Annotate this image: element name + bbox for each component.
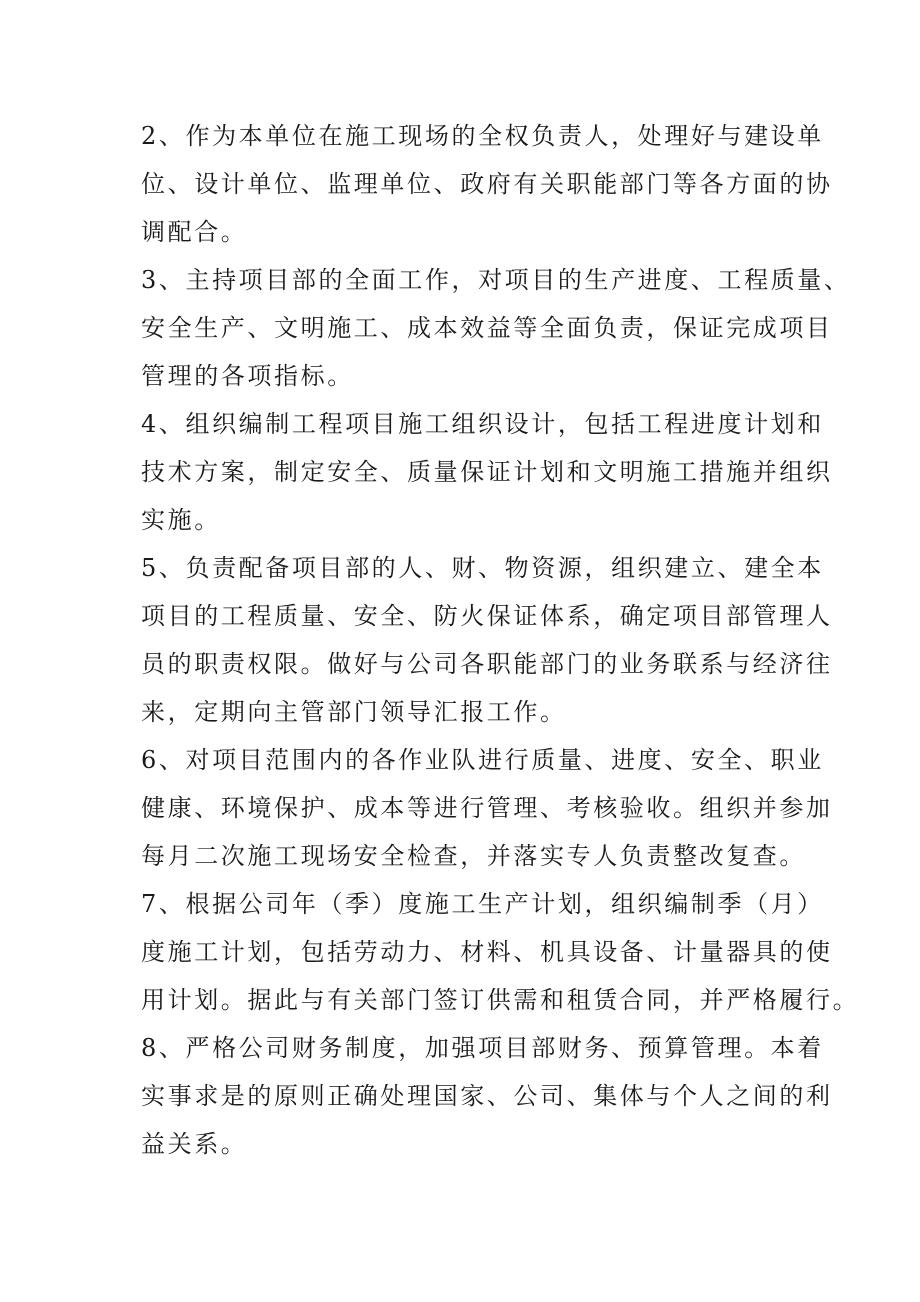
text-line: 度施工计划，包括劳动力、材料、机具设备、计量器具的使 bbox=[141, 938, 833, 966]
text-line: 2、作为本单位在施工现场的全权负责人，处理好与建设单 bbox=[141, 122, 824, 150]
text-line: 员的职责权限。做好与公司各职能部门的业务联系与经济往 bbox=[141, 650, 833, 678]
text-line: 安全生产、文明施工、成本效益等全面负责，保证完成项目 bbox=[141, 314, 833, 342]
text-line: 6、对项目范围内的各作业队进行质量、进度、安全、职业 bbox=[141, 746, 824, 774]
text-line: 8、严格公司财务制度，加强项目部财务、预算管理。本着 bbox=[141, 1034, 824, 1062]
text-line: 技术方案，制定安全、质量保证计划和文明施工措施并组织 bbox=[141, 458, 833, 486]
paragraph-2 bbox=[141, 112, 833, 256]
text-line: 用计划。据此与有关部门签订供需和租赁合同，并严格履行。 bbox=[141, 986, 860, 1014]
text-line: 3、主持项目部的全面工作，对项目的生产进度、工程质量、 bbox=[141, 266, 851, 294]
text-line: 5、负责配备项目部的人、财、物资源，组织建立、建全本 bbox=[141, 554, 824, 582]
text-line: 益关系。 bbox=[141, 1130, 248, 1158]
text-line: 实施。 bbox=[141, 506, 221, 534]
paragraph-6 bbox=[141, 736, 833, 880]
text-line: 来，定期向主管部门领导汇报工作。 bbox=[141, 698, 567, 726]
text-line: 健康、环境保护、成本等进行管理、考核验收。组织并参加 bbox=[141, 794, 833, 822]
paragraph-7 bbox=[141, 880, 860, 1024]
paragraph-8 bbox=[141, 1024, 833, 1168]
text-line: 调配合。 bbox=[141, 218, 248, 246]
text-line: 实事求是的原则正确处理国家、公司、集体与个人之间的利 bbox=[141, 1082, 833, 1110]
paragraph-3 bbox=[141, 256, 851, 400]
text-line: 管理的各项指标。 bbox=[141, 362, 354, 390]
text-line: 7、根据公司年（季）度施工生产计划，组织编制季（月） bbox=[141, 890, 824, 918]
paragraph-5 bbox=[141, 544, 833, 736]
text-line: 每月二次施工现场安全检查，并落实专人负责整改复查。 bbox=[141, 842, 806, 870]
text-line: 项目的工程质量、安全、防火保证体系，确定项目部管理人 bbox=[141, 602, 833, 630]
text-line: 4、组织编制工程项目施工组织设计，包括工程进度计划和 bbox=[141, 410, 824, 438]
paragraph-4 bbox=[141, 400, 833, 544]
text-line: 位、设计单位、监理单位、政府有关职能部门等各方面的协 bbox=[141, 170, 833, 198]
document-body bbox=[141, 112, 860, 1168]
